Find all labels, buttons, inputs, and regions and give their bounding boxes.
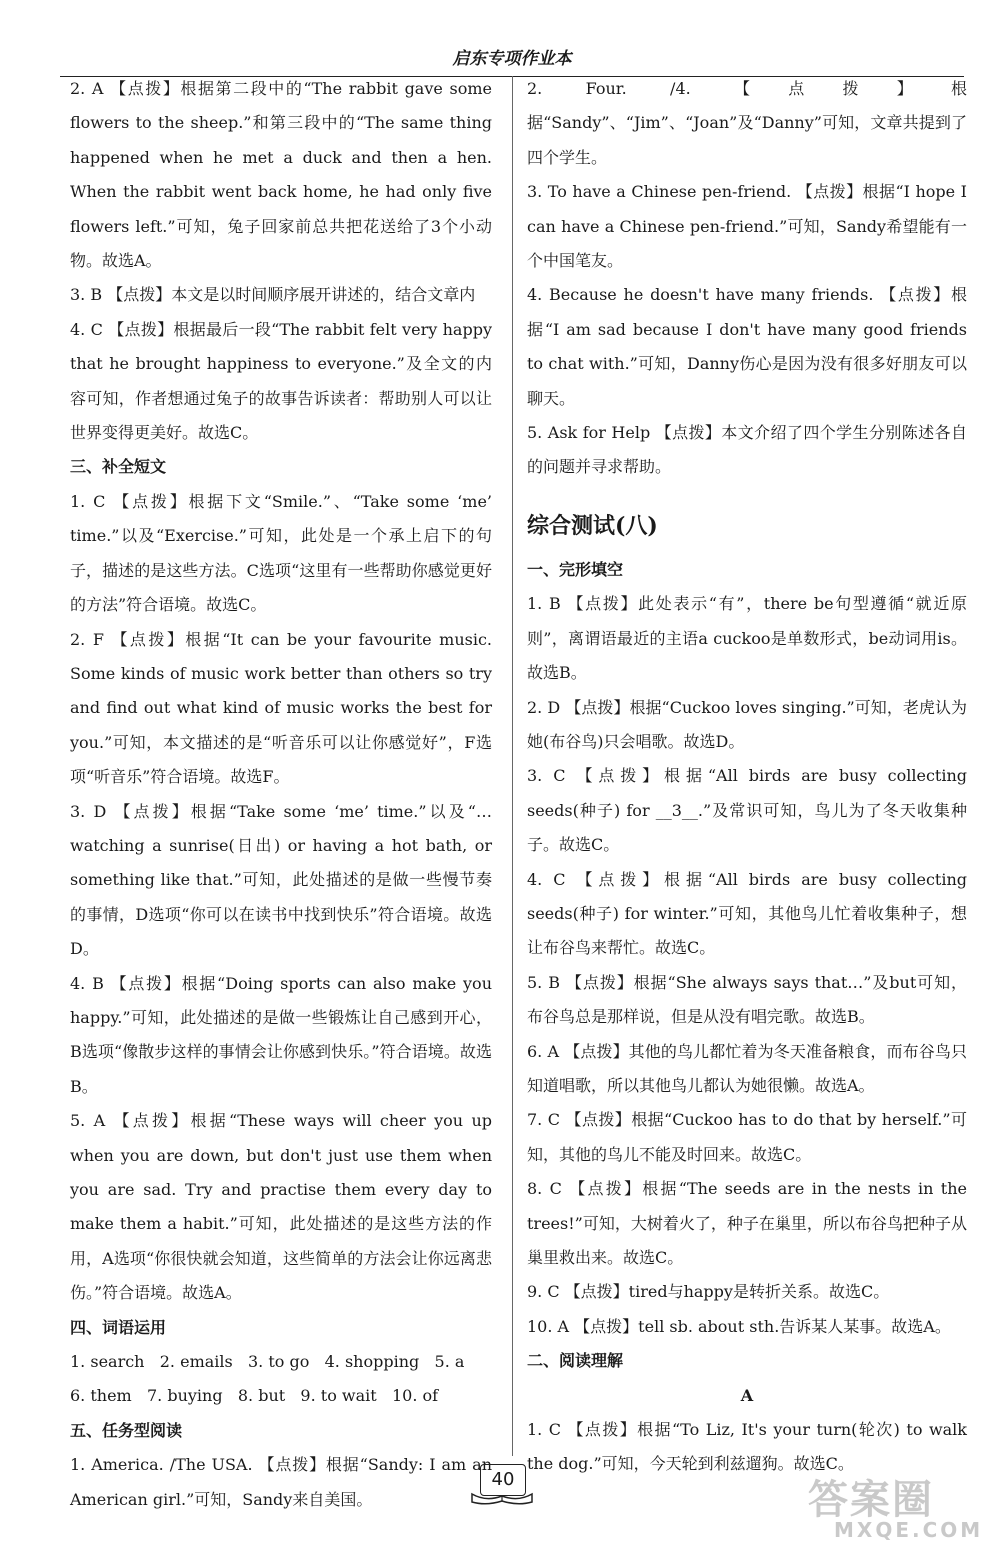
answer-item: 8. C 【点拨】根据“The seeds are in the nests in the trees!”可知，大树着火了，种子在巢里，所以布谷鸟把种子从巢里救出来。故选C。 <box>527 1179 967 1267</box>
section-heading: 二、阅读理解 <box>527 1351 624 1371</box>
watermark-text: 答案圈 <box>808 1477 934 1523</box>
answer-item: 1. C 【点拨】根据下文“Smile.”、“Take some ‘me’ time.”以及“Exercise.”可知，此处是一个承上启下的句子，描述的是这些方法。C选项“这里有一些帮助你感觉更好的方法”符合语境。故选C。 <box>70 491 492 615</box>
left-column <box>70 72 492 1517</box>
answer-item: 5. B 【点拨】根据“She always says that…”及but可知，布谷鸟总是那样说，但是从没有唱完歌。故选B。 <box>527 972 967 1027</box>
page-number-badge <box>470 1462 534 1508</box>
answer-item: 4. Because he doesn't have many friends. 【点拨】根据“I am sad because I don't have many good friends to chat with.”可知，Danny伤心是因为没有很多好朋友可以聊天。 <box>527 285 967 408</box>
answer-item: 10. A 【点拨】tell sb. about sth.告诉某人某事。故选A。 <box>527 1316 951 1336</box>
answer-item: 1. America. /The USA. 【点拨】根据“Sandy: I am an American girl.”可知，Sandy来自美国。 <box>70 1455 492 1509</box>
page-number: 40 <box>480 1464 526 1496</box>
answer-item: 6. A 【点拨】其他的鸟儿都忙着为冬天准备粮食，而布谷鸟只知道唱歌，所以其他鸟儿都认为她很懒。故选A。 <box>527 1041 967 1095</box>
section-heading: 一、完形填空 <box>527 559 624 579</box>
watermark-logo <box>808 1477 998 1542</box>
word-answers-line: 1. search 2. emails 3. to go 4. shopping 5. a <box>70 1352 465 1372</box>
answer-item: 2. Four. /4. 【点拨】根据“Sandy”、“Jim”、“Joan”及“Danny”可知，文章共提到了四个学生。 <box>527 79 967 167</box>
answer-item: 3. D 【点拨】根据“Take some ‘me’ time.”以及“… watching a sunrise(日出) or having a hot bath, or something like that.”可知，此处描述的是做一些慢节奏的事情，D选项“你可以在读书中找到快乐”符合语境。故选D。 <box>70 801 492 959</box>
passage-label: A <box>740 1385 754 1405</box>
answer-item: 9. C 【点拨】tired与happy是转折关系。故选C。 <box>527 1282 890 1302</box>
column-divider <box>512 76 513 1456</box>
section-heading: 三、补全短文 <box>70 457 167 477</box>
answer-item: 3. C 【点拨】根据“All birds are busy collecting seeds(种子) for __3__.”及常识可知，鸟儿为了冬天收集种子。故选C。 <box>527 766 967 855</box>
word-answers-line: 6. them 7. buying 8. but 9. to wait 10. of <box>70 1386 439 1406</box>
test-title: 综合测试(八) <box>527 512 658 539</box>
answer-item: 4. C 【点拨】根据“All birds are busy collecting seeds(种子) for winter.”可知，其他鸟儿忙着收集种子，想让布谷鸟来帮忙。故选C。 <box>527 869 967 958</box>
answer-item: 4. C 【点拨】根据最后一段“The rabbit felt very happy that he brought happiness to everyone.”及全文的内容可知，作者想通过兔子的故事告诉读者：帮助别人可以让世界变得更美好。故选C。 <box>70 319 492 443</box>
answer-item: 3. B 【点拨】本文是以时间顺序展开讲述的，结合文章内 <box>70 285 476 305</box>
section-heading: 四、词语运用 <box>70 1317 167 1337</box>
answer-item: 5. A 【点拨】根据“These ways will cheer you up when you are down, but don't just use them when you are sad. Try and practise them every day to make them a habit.”可知，此处描述的是这些方法的作用，A选项“你很快就会知道，这些简单的方法会让你远离悲伤。”符合语境。故选A。 <box>70 1111 492 1303</box>
header-title: 启东专项作业本 <box>452 49 572 69</box>
answer-item: 4. B 【点拨】根据“Doing sports can also make you happy.”可知，此处描述的是做一些锻炼让自己感到开心，B选项“像散步这样的事情会让你感到快乐。”符合语境。故选B。 <box>70 973 492 1096</box>
answer-item: 2. D 【点拨】根据“Cuckoo loves singing.”可知，老虎认为她(布谷鸟)只会唱歌。故选D。 <box>527 697 967 751</box>
answer-item: 7. C 【点拨】根据“Cuckoo has to do that by herself.”可知，其他的鸟儿不能及时回来。故选C。 <box>527 1110 967 1164</box>
right-column <box>527 72 967 1482</box>
answer-item: 1. B 【点拨】此处表示“有”，there be句型遵循“就近原则”，离谓语最近的主语a cuckoo是单数形式，be动词用is。故选B。 <box>527 594 967 683</box>
answer-item: 2. A 【点拨】根据第二段中的“The rabbit gave some flowers to the sheep.”和第三段中的“The same thing happened when he met a duck and then a hen. When the rabbit went back home, he had only five flowers left.”可知，兔子回家前总共把花送给了3个小动物。故选A。 <box>70 79 492 271</box>
section-heading: 五、任务型阅读 <box>70 1420 183 1440</box>
answer-item: 2. F 【点拨】根据“It can be your favourite music. Some kinds of music work better than others so try and find out what kind of music works the best for you.”可知，本文描述的是“听音乐可以让你感觉好”，F选项“听音乐”符合语境。故选F。 <box>70 629 492 787</box>
watermark-url: MXQE.COM <box>834 1518 984 1542</box>
answer-item: 1. C 【点拨】根据“To Liz, It's your turn(轮次) to walk the dog.”可知，今天轮到利兹遛狗。故选C。 <box>527 1420 967 1474</box>
answer-item: 3. To have a Chinese pen-friend. 【点拨】根据“I hope I can have a Chinese pen-friend.”可知，Sandy希望能有一个中国笔友。 <box>527 182 967 271</box>
open-book-icon <box>470 1492 534 1506</box>
answer-item: 5. Ask for Help 【点拨】本文介绍了四个学生分别陈述各自的问题并寻求帮助。 <box>527 423 967 477</box>
